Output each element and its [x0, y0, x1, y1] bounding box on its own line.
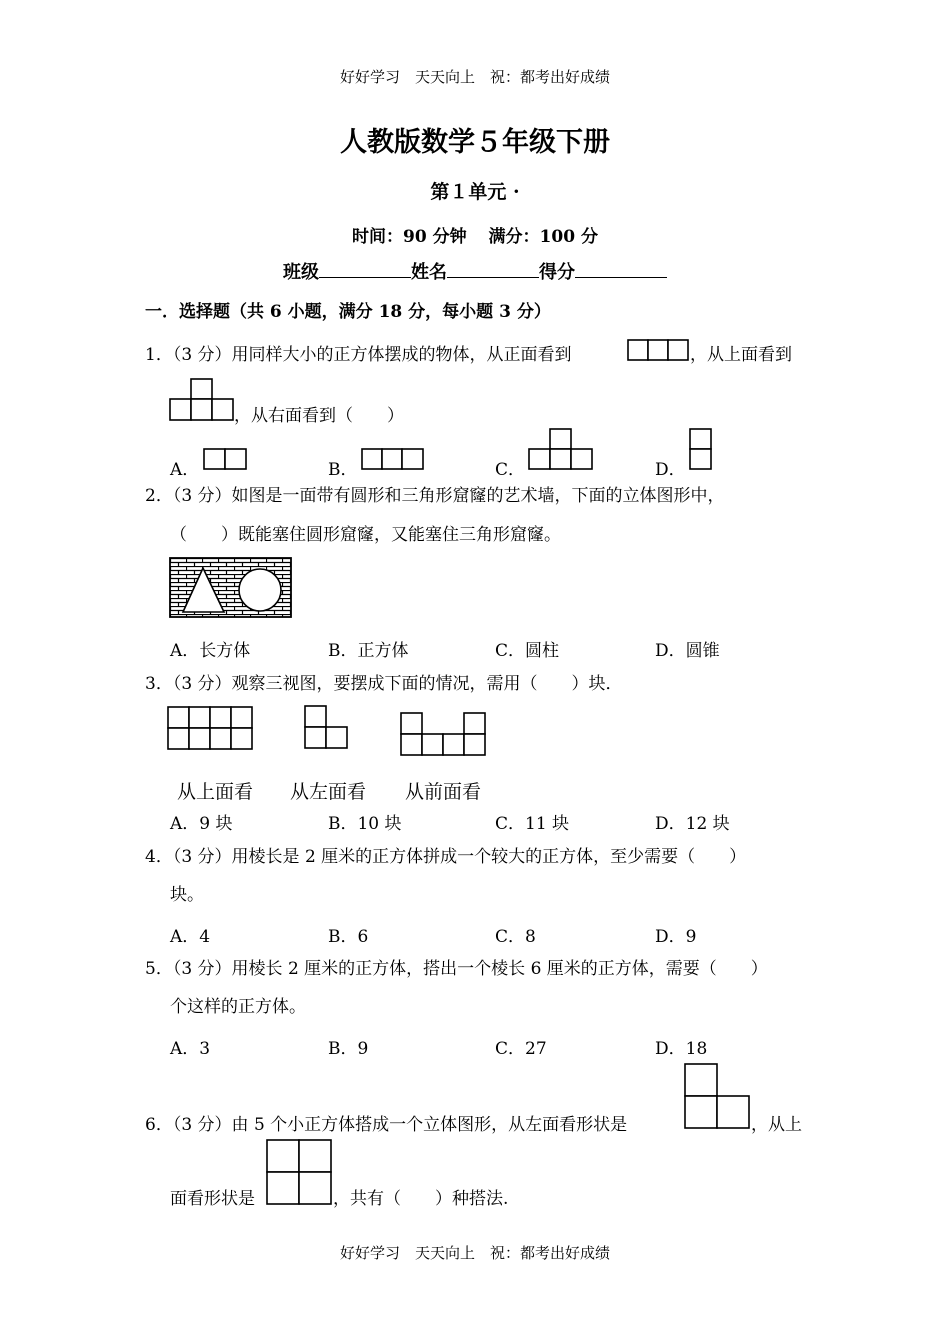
art-wall-figure	[170, 558, 294, 620]
q1-front-view-figure	[628, 340, 690, 362]
question-1-line-1	[145, 343, 572, 367]
q6-left-view-figure	[685, 1064, 751, 1130]
q3-option-c[interactable]: C．11 块	[495, 814, 570, 834]
question-2-text-b: （ ）既能塞住圆形窟窿，又能塞住三角形窟窿。	[170, 525, 561, 545]
question-3-line-1	[145, 672, 623, 696]
time-label: 时间：90 分钟	[352, 227, 467, 247]
q4-option-d[interactable]: D．9	[655, 927, 697, 947]
question-4-line-1	[145, 845, 746, 869]
class-label: 班级	[283, 262, 319, 283]
circle-hole-shape	[239, 569, 281, 611]
question-3-number: 3．	[145, 674, 173, 694]
q1-option-b-figure	[362, 449, 425, 471]
q6-top-view-figure	[267, 1140, 333, 1206]
question-6-text-a: （3 分）由 5 个小正方体搭成一个立体图形，从左面看形状是	[172, 1115, 628, 1135]
page-header: 好好学习 天天向上 祝：都考出好成绩	[339, 68, 610, 86]
question-2-number: 2．	[145, 486, 173, 506]
question-4-text-b: 块。	[170, 885, 204, 905]
q1-option-b[interactable]: B．	[328, 460, 358, 480]
page-footer: 好好学习 天天向上 祝：都考出好成绩	[339, 1244, 610, 1262]
question-6-text-d: ，共有（ ）种搭法.	[333, 1189, 509, 1209]
exam-meta	[0, 222, 950, 247]
q3-option-a[interactable]: A．9 块	[170, 814, 233, 834]
question-2-text-a: （3 分）如图是一面带有圆形和三角形窟窿的艺术墙，下面的立体图形中，	[172, 486, 725, 506]
q3-front-view-figure	[401, 713, 488, 757]
q3-option-b[interactable]: B．10 块	[328, 814, 402, 834]
section-title: 一．选择题（共 6 小题，满分 18 分，每小题 3 分）	[145, 302, 551, 322]
question-6-line-1	[145, 1113, 627, 1137]
q4-option-a[interactable]: A．4	[170, 927, 211, 947]
q3-caption-left: 从左面看	[290, 781, 367, 803]
question-4-text-a: （3 分）用棱长是 2 厘米的正方体拼成一个较大的正方体，至少需要（ ）	[172, 847, 747, 867]
q1-option-d-figure	[690, 429, 713, 472]
question-4-number: 4．	[145, 847, 173, 867]
question-5-text-a: （3 分）用棱长 2 厘米的正方体，搭出一个棱长 6 厘米的正方体，需要（ ）	[172, 959, 768, 979]
q1-option-a[interactable]: A．	[170, 460, 200, 480]
q3-caption-front: 从前面看	[405, 781, 482, 803]
student-fields	[0, 258, 950, 284]
full-score-label: 满分：100 分	[488, 227, 598, 247]
q2-option-d[interactable]: D．圆锥	[655, 641, 720, 661]
q1-option-c[interactable]: C．	[495, 460, 526, 480]
q3-caption-top: 从上面看	[177, 781, 254, 803]
q5-option-c[interactable]: C．27	[495, 1039, 547, 1059]
question-3-text-a: （3 分）观察三视图，要摆成下面的情况，需用（ ）块．	[172, 674, 623, 694]
question-1-number: 1．	[145, 345, 173, 365]
question-6-number: 6．	[145, 1115, 173, 1135]
q1-option-d[interactable]: D．	[655, 460, 686, 480]
question-6-text-c: 面看形状是	[170, 1189, 255, 1209]
score-blank[interactable]	[575, 259, 667, 278]
q5-option-b[interactable]: B．9	[328, 1039, 369, 1059]
question-1-text-a: （3 分）用同样大小的正方体摆成的物体，从正面看到	[172, 345, 572, 365]
class-blank[interactable]	[319, 259, 411, 278]
question-2-line-1	[145, 484, 725, 508]
score-field-label: 得分	[539, 262, 575, 283]
q1-option-c-figure	[529, 429, 593, 472]
q1-option-a-figure	[204, 449, 248, 471]
question-5-number: 5．	[145, 959, 173, 979]
question-5-line-1	[145, 957, 768, 981]
q3-top-view-figure	[168, 707, 254, 751]
q3-left-view-figure	[305, 706, 350, 750]
question-1-text-c: ，从右面看到（ ）	[234, 406, 404, 426]
q2-option-b[interactable]: B．正方体	[328, 641, 409, 661]
q5-option-a[interactable]: A．3	[170, 1039, 211, 1059]
q2-option-a[interactable]: A．长方体	[170, 641, 251, 661]
name-label: 姓名	[411, 262, 447, 283]
q1-top-view-figure	[170, 379, 234, 422]
question-6-text-b: ，从上	[751, 1115, 802, 1135]
question-5-text-b: 个这样的正方体。	[170, 997, 306, 1017]
q4-option-b[interactable]: B．6	[328, 927, 369, 947]
name-blank[interactable]	[447, 259, 539, 278]
q2-option-c[interactable]: C．圆柱	[495, 641, 560, 661]
page-title: 人教版数学５年级下册	[340, 127, 610, 158]
q3-option-d[interactable]: D．12 块	[655, 814, 730, 834]
q4-option-c[interactable]: C．8	[495, 927, 536, 947]
unit-title: 第１单元 ·	[430, 181, 520, 203]
q5-option-d[interactable]: D．18	[655, 1039, 708, 1059]
question-1-text-b: ，从上面看到	[690, 345, 792, 365]
